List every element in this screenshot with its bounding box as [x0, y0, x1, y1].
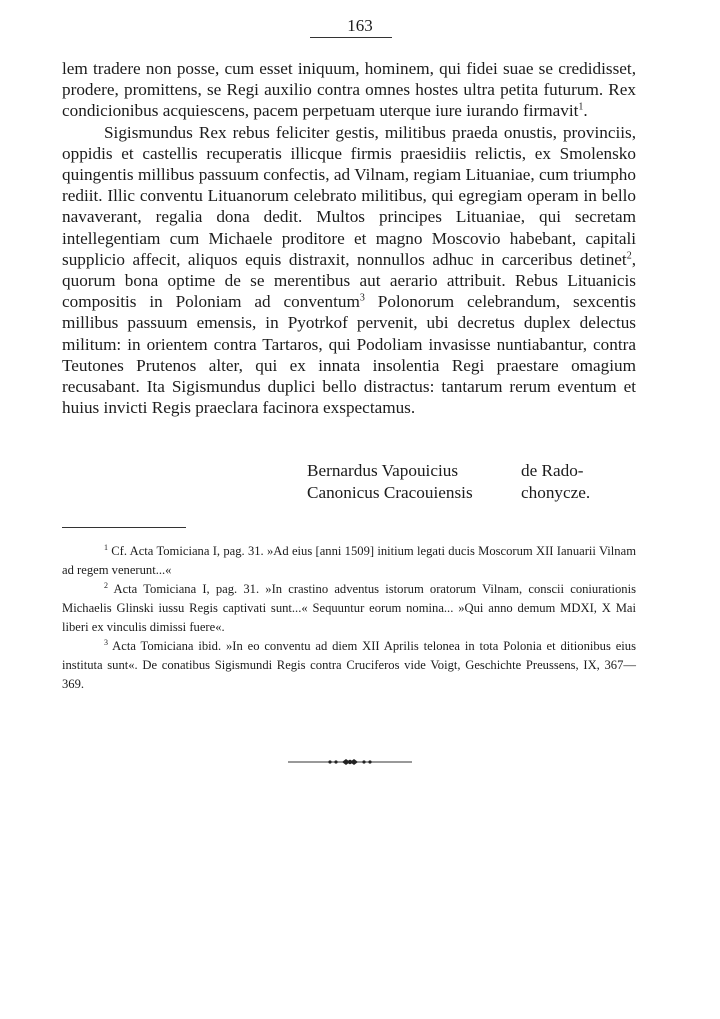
signature-author-title: Canonicus Cracouiensis — [307, 483, 473, 502]
footnote-ref-1: 1 — [578, 101, 584, 113]
main-text — [62, 58, 636, 418]
footnotes — [62, 542, 636, 694]
paragraph-1-end: . — [583, 101, 588, 121]
footnote-3 — [62, 637, 636, 694]
signature-block — [307, 460, 607, 504]
footnote-3-text: Acta Tomiciana ibid. »In eo conventu ad diem XII Aprilis telonea in tota Polonia et ditionibus eius instituta sunt«. De conatibus Sigismundi Regis contra Cruciferos vide Voigt, Geschichte Preussens, IX, 367—369. — [62, 639, 636, 691]
signature-origin-start: de Rado- — [521, 461, 584, 480]
end-ornament — [288, 758, 412, 766]
signature-line-1 — [307, 460, 607, 482]
footnote-2-text: Acta Tomiciana I, pag. 31. »In crastino adventus istorum oratorum Vilnam, conscii coniurationis Michaelis Glinski iussu Regis captivati sunt...« Sequuntur eorum nomina... »Qui anno demum MDXI, X Mai liberi ex vinculis dimissi fuere«. — [62, 582, 636, 634]
paragraph-2 — [62, 122, 636, 419]
footnote-ref-2: 2 — [626, 250, 632, 262]
footnote-2 — [62, 580, 636, 637]
signature-origin-end: chonycze. — [521, 483, 591, 502]
page-number: 163 — [347, 16, 373, 35]
paragraph-1 — [62, 58, 636, 122]
header-rule — [310, 37, 392, 38]
paragraph-2-text-a: Sigismundus Rex rebus feliciter gestis, militibus praeda onustis, provinciis, oppidis et castellis recuperatis illicque firmis praesidiis relictis, ex Smolensko quingentis millibus passuum confectis, ad Vilnam, regiam Lituaniae, cum triumpho rediit. Illic conventu Lituanorum celebrato militibus, qui egregiam operam in bello navaverant, regalia dona dedit. Multos principes Lituaniae, qui secretam intellegentiam cum Michaele proditore et magno Moscovio habebant, capitali supplicio affecit, aliquos equis distraxit, nonnullos adhuc in carceribus detinet — [62, 122, 636, 269]
footnote-mark-1: 1 — [104, 542, 108, 552]
paragraph-1-text: lem tradere non posse, cum esset iniquum, hominem, qui fidei suae se credidisset, prodere, promittens, se Regi auxilio contra omnes hostes ultra petita futurum. Rex condicionibus acquiescens, pacem perpetuam uterque iure iurando firmavit — [62, 59, 636, 121]
footnote-mark-2: 2 — [104, 580, 108, 590]
footnote-1 — [62, 542, 636, 580]
footnote-ref-3: 3 — [359, 292, 365, 304]
signature-author-name: Bernardus Vapouicius — [307, 461, 459, 480]
footnote-1-text: Cf. Acta Tomiciana I, pag. 31. »Ad eius [anni 1509] initium legati ducis Moscorum XII Ianuarii Vilnam ad regem venerunt...« — [62, 544, 636, 577]
footnote-mark-3: 3 — [104, 637, 108, 647]
paragraph-2-text-b: , quorum bona optime de se merentibus aut aerario attribuit. Rebus Lituanicis compositis in Poloniam ad conventum — [62, 249, 636, 312]
signature-line-2 — [307, 482, 607, 504]
footnote-rule — [62, 527, 186, 528]
paragraph-2-text-c: Polonorum celebrandum, sexcentis millibus passuum emensis, in Pyotrkof pervenit, ubi decretus duplex delectus militum: in orientem contra Tartaros, qui Podoliam invasisse nuntiabantur, contra Teutones Prutenos alter, qui ex innata insolentia Regi praestare omagium recusabant. Ita Sigismundus duplici bello distractus: tantarum rerum eventum et huius invicti Regis praeclara facinora exspectamus. — [62, 292, 636, 418]
